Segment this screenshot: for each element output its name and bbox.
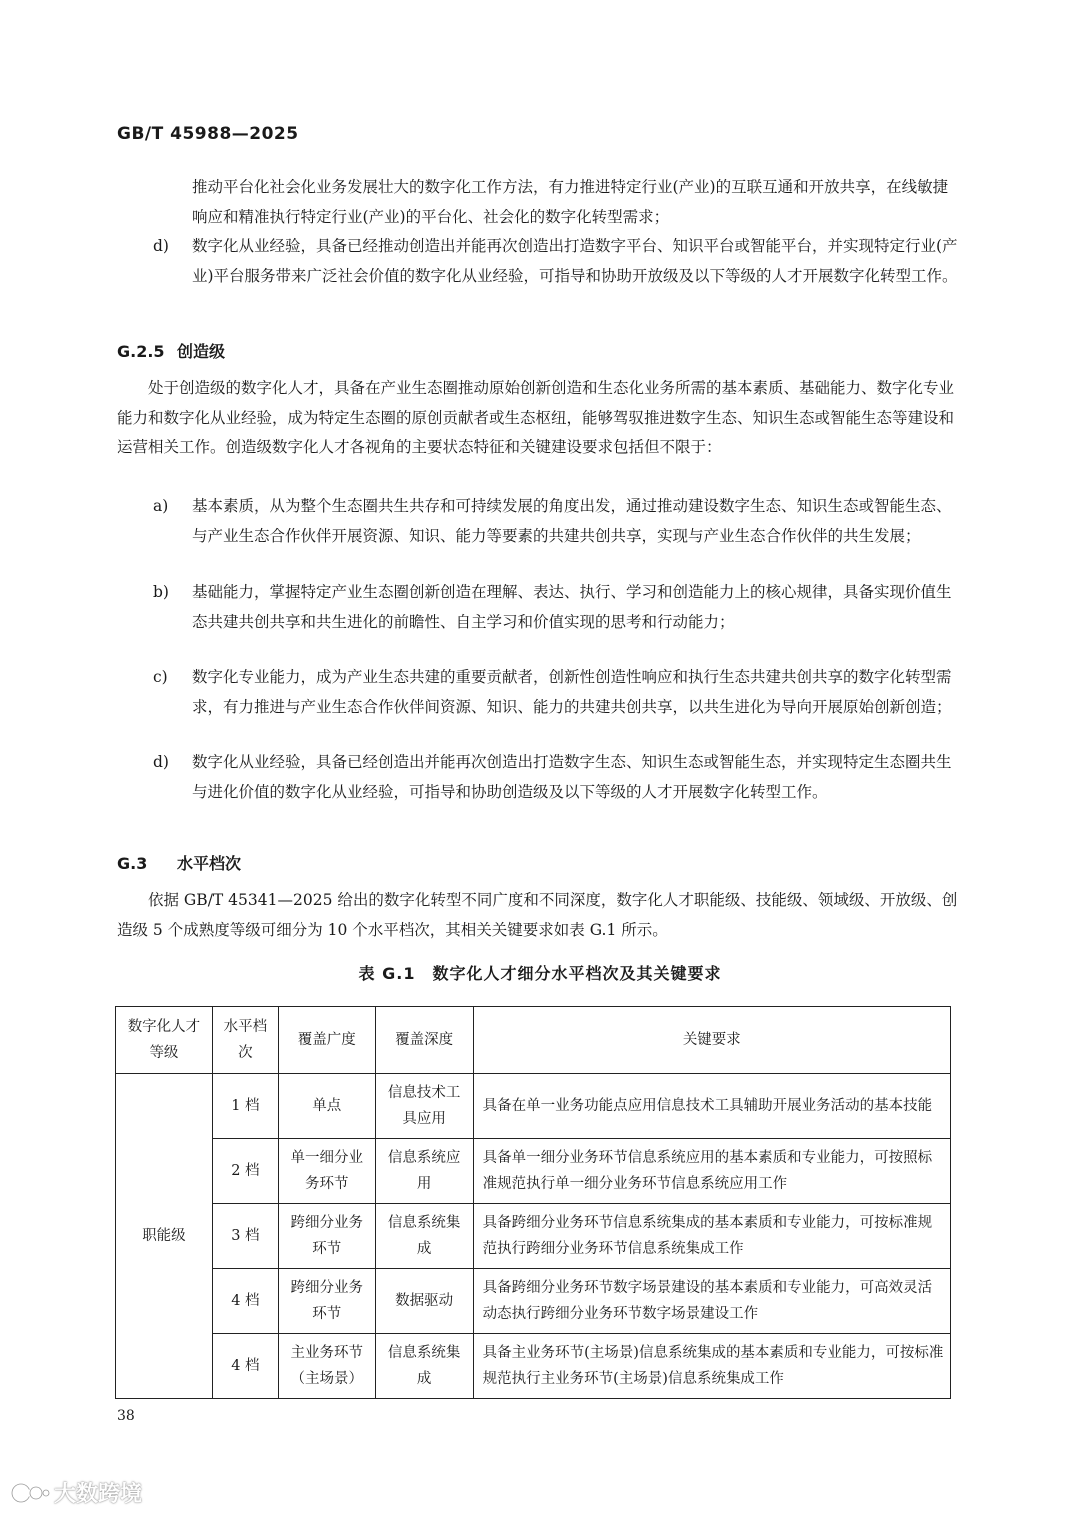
depth-cell: 信息系统集成: [375, 1334, 473, 1399]
section-title: 水平档次: [177, 854, 242, 873]
breadth-cell: 单点: [278, 1074, 375, 1139]
list-marker: c): [153, 668, 168, 686]
list-item-c: [153, 663, 962, 722]
section-number: G.2.5: [117, 342, 165, 361]
tier-cell: 2 档: [212, 1139, 278, 1204]
header-breadth: 覆盖广度: [278, 1007, 375, 1074]
watermark: [10, 1477, 142, 1508]
section-heading-g25: [117, 339, 225, 362]
header-level: 数字化人才等级: [116, 1007, 213, 1074]
table-row: [116, 1334, 951, 1399]
depth-cell: 数据驱动: [375, 1269, 473, 1334]
list-item-d: [153, 748, 962, 807]
section-title: 创造级: [177, 342, 226, 361]
header-tier: 水平档次: [212, 1007, 278, 1074]
requirement-cell: 具备在单一业务功能点应用信息技术工具辅助开展业务活动的基本技能: [473, 1074, 950, 1139]
requirement-cell: 具备跨细分业务环节信息系统集成的基本素质和专业能力，可按标准规范执行跨细分业务环节信息系统集成工作: [473, 1204, 950, 1269]
table-row: [116, 1074, 951, 1139]
breadth-cell: 跨细分业务环节: [278, 1204, 375, 1269]
table-caption: 表 G.1 数字化人才细分水平档次及其关键要求: [358, 964, 722, 983]
standard-code: GB/T 45988—2025: [117, 124, 299, 144]
tier-cell: 4 档: [212, 1334, 278, 1399]
list-item-text: 数字化从业经验，具备已经创造出并能再次创造出打造数字生态、知识生态或智能生态，并实现特定生态圈共生与进化价值的数字化从业经验，可指导和协助创造级及以下等级的人才开展数字化转型工作。: [192, 753, 952, 801]
header-depth: 覆盖深度: [375, 1007, 473, 1074]
breadth-cell: 跨细分业务环节: [278, 1269, 375, 1334]
table-row: [116, 1269, 951, 1334]
list-item-text: 基本素质，从为整个生态圈共生共存和可持续发展的角度出发，通过推动建设数字生态、知识生态或智能生态、与产业生态合作伙伴开展资源、知识、能力等要素的共建共创共享，实现与产业生态合作伙伴的共生发展；: [192, 497, 952, 545]
depth-cell: 信息系统集成: [375, 1204, 473, 1269]
section-intro-paragraph: 处于创造级的数字化人才，具备在产业生态圈推动原始创新创造和生态化业务所需的基本素质、基础能力、数字化专业能力和数字化从业经验，成为特定生态圈的原创贡献者或生态枢纽，能够驾驭推进数字生态、知识生态或智能生态等建设和运营相关工作。创造级数字化人才各视角的主要状态特征和关键建设要求包括但不限于：: [117, 379, 955, 456]
header-requirement: 关键要求: [473, 1007, 950, 1074]
continuation-paragraph: 推动平台化社会化业务发展壮大的数字化工作方法，有力推进特定行业(产业)的互联互通和开放共享，在线敏捷响应和精准执行特定行业(产业)的平台化、社会化的数字化转型需求；: [192, 178, 949, 226]
table-row: [116, 1139, 951, 1204]
section-heading-g3: [117, 851, 241, 874]
requirements-table: [115, 1006, 951, 1399]
requirement-cell: 具备主业务环节(主场景)信息系统集成的基本素质和专业能力，可按标准规范执行主业务环节(主场景)信息系统集成工作: [473, 1334, 950, 1399]
list-item-a: [153, 492, 962, 551]
list-marker: d): [153, 237, 169, 255]
list-item-text: 数字化专业能力，成为产业生态共建的重要贡献者，创新性创造性响应和执行生态共建共创共享的数字化转型需求，有力推进与产业生态合作伙伴间资源、知识、能力的共建共创共享，以共生进化为导向开展原始创新创造；: [192, 668, 952, 716]
watermark-text: 大数跨境: [54, 1482, 143, 1507]
page-number: 38: [117, 1408, 135, 1424]
tier-cell: 3 档: [212, 1204, 278, 1269]
list-marker: b): [153, 583, 169, 601]
breadth-cell: 主业务环节（主场景）: [278, 1334, 375, 1399]
list-item-d-prev: [153, 232, 962, 291]
depth-cell: 信息系统应用: [375, 1139, 473, 1204]
list-marker: d): [153, 753, 169, 771]
breadth-cell: 单一细分业务环节: [278, 1139, 375, 1204]
list-item-text: 数字化从业经验，具备已经推动创造出并能再次创造出打造数字平台、知识平台或智能平台，并实现特定行业(产业)平台服务带来广泛社会价值的数字化从业经验，可指导和协助开放级及以下等级的人才开展数字化转型工作。: [192, 237, 958, 285]
requirement-cell: 具备单一细分业务环节信息系统应用的基本素质和专业能力，可按照标准规范执行单一细分业务环节信息系统应用工作: [473, 1139, 950, 1204]
tier-cell: 1 档: [212, 1074, 278, 1139]
section-number: G.3: [117, 854, 148, 873]
tier-cell: 4 档: [212, 1269, 278, 1334]
depth-cell: 信息技术工具应用: [375, 1074, 473, 1139]
brand-logo-icon: [10, 1480, 50, 1506]
list-item-b: [153, 578, 962, 637]
list-marker: a): [153, 497, 169, 515]
list-item-text: 基础能力，掌握特定产业生态圈创新创造在理解、表达、执行、学习和创造能力上的核心规律，具备实现价值生态共建共创共享和共生进化的前瞻性、自主学习和价值实现的思考和行动能力；: [192, 583, 952, 631]
requirement-cell: 具备跨细分业务环节数字场景建设的基本素质和专业能力，可高效灵活动态执行跨细分业务环节数字场景建设工作: [473, 1269, 950, 1334]
level-cell: 职能级: [116, 1074, 213, 1399]
table-header-row: [116, 1007, 951, 1074]
section-g3-paragraph: 依据 GB/T 45341—2025 给出的数字化转型不同广度和不同深度，数字化人才职能级、技能级、领域级、开放级、创造级 5 个成熟度等级可细分为 10 个水平档次，其相关关键要求如表 G.1 所示。: [117, 891, 958, 939]
table-row: [116, 1204, 951, 1269]
